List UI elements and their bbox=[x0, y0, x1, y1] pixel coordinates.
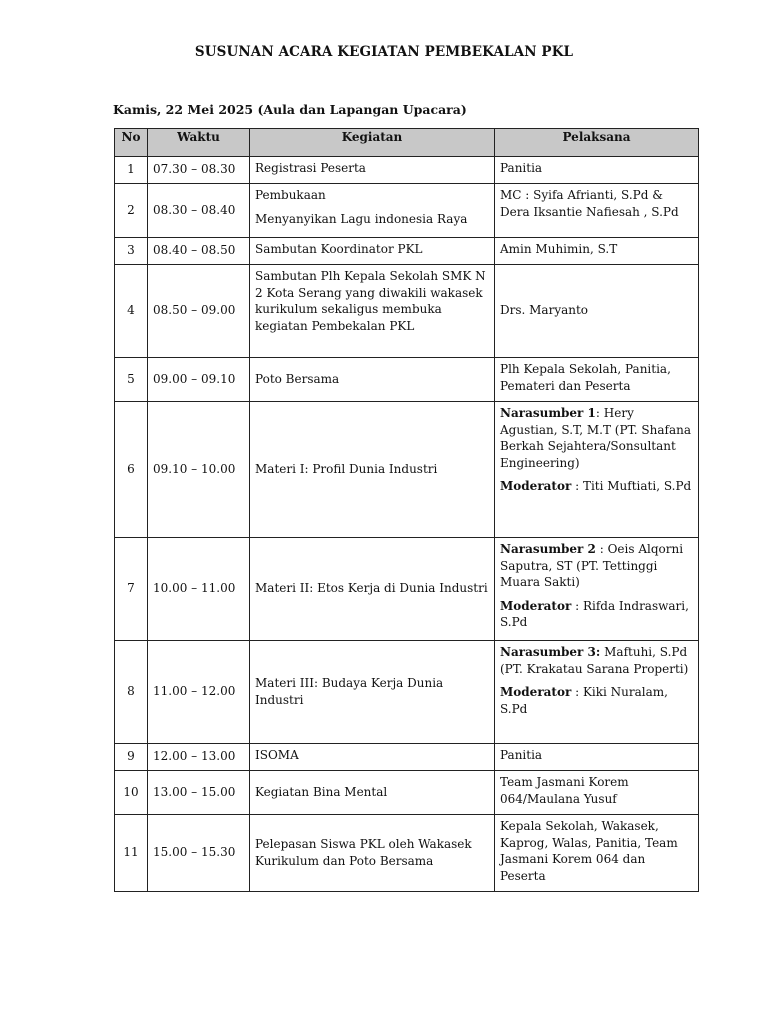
row-time: 13.00 – 15.00 bbox=[148, 771, 250, 815]
speaker-entry bbox=[500, 541, 693, 591]
row-executor bbox=[495, 538, 699, 641]
header-time: Waktu bbox=[148, 129, 250, 157]
moderator-name: : Rifda Indraswari, S.Pd bbox=[500, 598, 689, 629]
row-time: 09.10 – 10.00 bbox=[148, 402, 250, 538]
table-row bbox=[115, 641, 699, 744]
table-header-row bbox=[115, 129, 699, 157]
row-executor bbox=[495, 402, 699, 538]
speaker-name: : Oeis Alqorni Saputra, ST (PT. Tettinggi Muara Sakti) bbox=[500, 542, 684, 589]
row-activity bbox=[250, 184, 495, 238]
moderator-name: : Titi Muftiati, S.Pd bbox=[571, 479, 692, 493]
activity-line: Menyanyikan Lagu indonesia Raya bbox=[255, 211, 468, 226]
row-activity: Pelepasan Siswa PKL oleh Wakasek Kurikulum dan Poto Bersama bbox=[250, 815, 495, 892]
row-activity: Registrasi Peserta bbox=[250, 157, 495, 184]
row-activity: Poto Bersama bbox=[250, 358, 495, 402]
row-executor bbox=[495, 641, 699, 744]
row-activity: ISOMA bbox=[250, 744, 495, 771]
moderator-label: Moderator bbox=[500, 598, 572, 613]
row-time: 08.30 – 08.40 bbox=[148, 184, 250, 238]
speaker-name: : Hery Agustian, S.T, M.T (PT. Shafana Berkah Sejahtera/Sonsultant Engineering) bbox=[500, 406, 692, 470]
activity-line: Pembukaan bbox=[255, 188, 326, 202]
speaker-label: Narasumber 2 bbox=[500, 542, 596, 556]
row-activity: Materi III: Budaya Kerja Dunia Industri bbox=[250, 641, 495, 744]
table-row bbox=[115, 538, 699, 641]
row-time: 15.00 – 15.30 bbox=[148, 815, 250, 892]
row-executor: Panitia bbox=[495, 744, 699, 771]
moderator-name: : Kiki Nuralam, S.Pd bbox=[500, 685, 668, 716]
table-row bbox=[115, 184, 699, 238]
row-no: 11 bbox=[115, 815, 148, 892]
row-no: 10 bbox=[115, 771, 148, 815]
row-activity: Sambutan Koordinator PKL bbox=[250, 238, 495, 265]
table-row bbox=[115, 238, 699, 265]
row-no: 9 bbox=[115, 744, 148, 771]
speaker-entry bbox=[500, 644, 693, 677]
row-executor: Panitia bbox=[495, 157, 699, 184]
table-row bbox=[115, 358, 699, 402]
event-date-location: Kamis, 22 Mei 2025 (Aula dan Lapangan Upacara) bbox=[113, 102, 467, 117]
row-executor: Amin Muhimin, S.T bbox=[495, 238, 699, 265]
row-executor: Plh Kepala Sekolah, Panitia, Pemateri dan Peserta bbox=[495, 358, 699, 402]
row-no: 3 bbox=[115, 238, 148, 265]
table-row bbox=[115, 771, 699, 815]
table-row bbox=[115, 744, 699, 771]
row-executor: Team Jasmani Korem 064/Maulana Yusuf bbox=[495, 771, 699, 815]
document-title: SUSUNAN ACARA KEGIATAN PEMBEKALAN PKL bbox=[194, 44, 574, 60]
row-no: 2 bbox=[115, 184, 148, 238]
row-time: 08.50 – 09.00 bbox=[148, 265, 250, 358]
row-executor: MC : Syifa Afrianti, S.Pd & Dera Iksantie Nafiesah , S.Pd bbox=[495, 184, 699, 238]
header-executor: Pelaksana bbox=[495, 129, 699, 157]
row-executor: Kepala Sekolah, Wakasek, Kaprog, Walas, Panitia, Team Jasmani Korem 064 dan Peserta bbox=[495, 815, 699, 892]
row-no: 1 bbox=[115, 157, 148, 184]
moderator-entry bbox=[500, 598, 693, 631]
speaker-label: Narasumber 1 bbox=[500, 406, 596, 420]
header-no: No bbox=[115, 129, 148, 157]
row-no: 4 bbox=[115, 265, 148, 358]
row-activity: Sambutan Plh Kepala Sekolah SMK N 2 Kota Serang yang diwakili wakasek kurikulum sekaligus membuka kegiatan Pembekalan PKL bbox=[250, 265, 495, 358]
header-activity: Kegiatan bbox=[250, 129, 495, 157]
row-time: 09.00 – 09.10 bbox=[148, 358, 250, 402]
row-activity: Materi I: Profil Dunia Industri bbox=[250, 402, 495, 538]
row-time: 12.00 – 13.00 bbox=[148, 744, 250, 771]
row-time: 07.30 – 08.30 bbox=[148, 157, 250, 184]
speaker-name: Maftuhi, S.Pd (PT. Krakatau Sarana Properti) bbox=[500, 645, 689, 676]
table-row bbox=[115, 815, 699, 892]
moderator-label: Moderator bbox=[500, 479, 572, 493]
schedule-table bbox=[114, 128, 699, 892]
row-time: 08.40 – 08.50 bbox=[148, 238, 250, 265]
moderator-entry bbox=[500, 478, 693, 495]
row-activity: Materi II: Etos Kerja di Dunia Industri bbox=[250, 538, 495, 641]
row-executor: Drs. Maryanto bbox=[495, 265, 699, 358]
row-no: 7 bbox=[115, 538, 148, 641]
moderator-entry bbox=[500, 684, 693, 717]
speaker-label: Narasumber 3: bbox=[500, 645, 601, 659]
row-time: 10.00 – 11.00 bbox=[148, 538, 250, 641]
table-row bbox=[115, 402, 699, 538]
moderator-label: Moderator bbox=[500, 685, 572, 699]
table-row bbox=[115, 157, 699, 184]
row-no: 8 bbox=[115, 641, 148, 744]
row-activity: Kegiatan Bina Mental bbox=[250, 771, 495, 815]
table-row bbox=[115, 265, 699, 358]
row-time: 11.00 – 12.00 bbox=[148, 641, 250, 744]
row-no: 5 bbox=[115, 358, 148, 402]
row-no: 6 bbox=[115, 402, 148, 538]
speaker-entry bbox=[500, 405, 693, 471]
